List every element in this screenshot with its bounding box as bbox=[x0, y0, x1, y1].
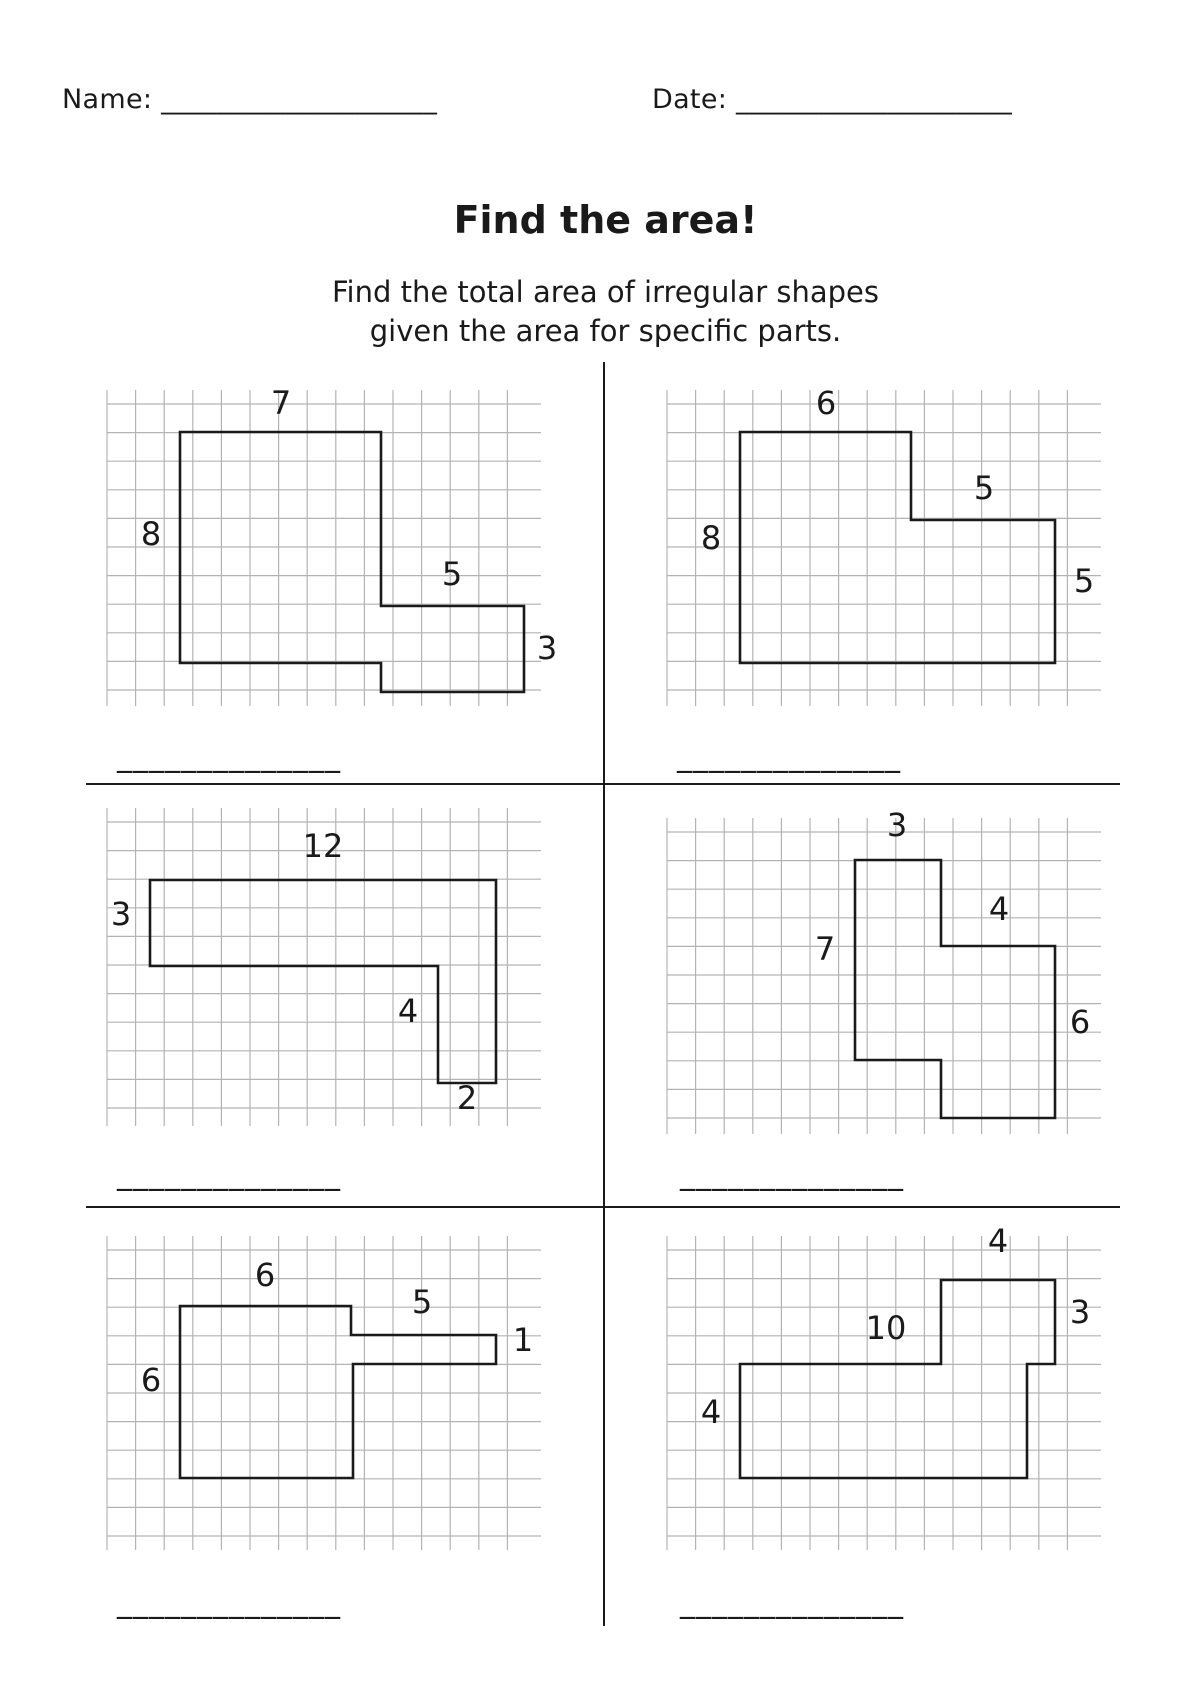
dimension-label: 5 bbox=[1073, 562, 1095, 600]
problem-6 bbox=[667, 1222, 1101, 1620]
grid-paper bbox=[667, 390, 1101, 706]
grid-paper bbox=[667, 1236, 1101, 1550]
answer-line[interactable]: ______________ bbox=[117, 739, 341, 774]
dimension-label: 1 bbox=[512, 1321, 534, 1359]
name-field[interactable]: Name: ____________________ bbox=[62, 84, 438, 115]
dimension-label: 4 bbox=[397, 992, 419, 1030]
problem-1 bbox=[107, 384, 557, 774]
dimension-label: 6 bbox=[815, 384, 837, 422]
instructions-line-2: given the area for specific parts. bbox=[369, 314, 842, 348]
instructions-line-1: Find the total area of irregular shapes bbox=[331, 275, 879, 309]
dimension-label: 4 bbox=[700, 1393, 722, 1431]
dimension-label: 4 bbox=[987, 1222, 1009, 1260]
irregular-shape bbox=[150, 880, 496, 1083]
irregular-shape bbox=[180, 1306, 496, 1478]
grid-paper bbox=[107, 390, 541, 706]
answer-line[interactable]: ______________ bbox=[677, 739, 901, 774]
dimension-label: 6 bbox=[254, 1256, 276, 1294]
answer-line[interactable]: ______________ bbox=[680, 1157, 904, 1192]
dimension-label: 3 bbox=[886, 806, 908, 844]
answer-line[interactable]: ______________ bbox=[117, 1157, 341, 1192]
dimension-label: 5 bbox=[441, 555, 463, 593]
problem-5 bbox=[107, 1236, 541, 1620]
dimension-label: 6 bbox=[1069, 1003, 1091, 1041]
dimension-label: 6 bbox=[140, 1361, 162, 1399]
dimension-label: 3 bbox=[536, 629, 558, 667]
dimension-label: 8 bbox=[700, 519, 722, 557]
dimension-label: 7 bbox=[814, 930, 836, 968]
dimension-label: 8 bbox=[140, 515, 162, 553]
page-title: Find the area! bbox=[453, 198, 758, 242]
irregular-shape bbox=[855, 860, 1055, 1118]
dimension-label: 12 bbox=[302, 827, 344, 865]
problem-3 bbox=[107, 808, 541, 1192]
dimension-label: 4 bbox=[988, 890, 1010, 928]
dimension-label: 10 bbox=[865, 1309, 907, 1347]
irregular-shape bbox=[180, 432, 524, 692]
dimension-label: 3 bbox=[1069, 1293, 1091, 1331]
grid-paper bbox=[107, 1236, 541, 1550]
dimension-label: 5 bbox=[411, 1283, 433, 1321]
dimension-label: 3 bbox=[110, 895, 132, 933]
grid-paper bbox=[667, 818, 1101, 1134]
dimension-label: 7 bbox=[270, 384, 292, 422]
answer-line[interactable]: ______________ bbox=[117, 1585, 341, 1620]
date-field[interactable]: Date: ____________________ bbox=[652, 84, 1013, 115]
dimension-label: 5 bbox=[973, 469, 995, 507]
problem-2 bbox=[667, 384, 1101, 774]
dimension-label: 2 bbox=[456, 1079, 478, 1117]
answer-line[interactable]: ______________ bbox=[680, 1585, 904, 1620]
problem-4 bbox=[667, 806, 1101, 1192]
